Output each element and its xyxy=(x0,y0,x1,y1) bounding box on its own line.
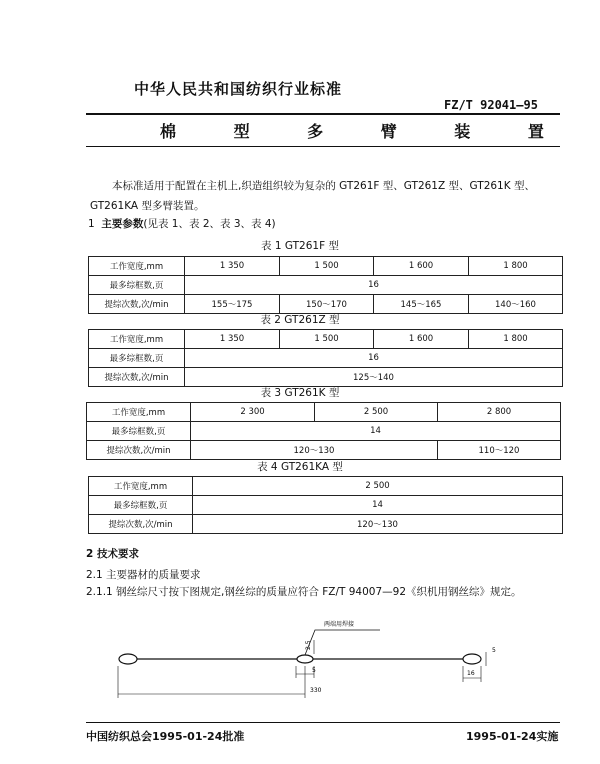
row-label: 提综次数,次/min xyxy=(89,515,193,534)
row-label: 最多综框数,页 xyxy=(89,276,185,295)
table-cell: 1 500 xyxy=(280,330,374,349)
dim-5-right: 5 xyxy=(492,647,496,654)
row-label: 最多综框数,页 xyxy=(89,496,193,515)
table-row xyxy=(89,515,563,534)
table-cell: 145～165 xyxy=(374,295,469,314)
table-cell: 1 600 xyxy=(374,257,469,276)
table-cell: 1 350 xyxy=(185,257,280,276)
table-row xyxy=(87,441,561,460)
left-end-loop xyxy=(119,654,137,664)
section-1-title: 主要参数 xyxy=(101,218,144,230)
dim-5-left: 5 xyxy=(312,667,316,674)
table-row xyxy=(89,349,563,368)
row-label: 工作宽度,mm xyxy=(89,330,185,349)
row-label: 工作宽度,mm xyxy=(87,403,191,422)
header-rule xyxy=(86,113,560,115)
dim-16: 16 xyxy=(467,670,475,677)
table-cell: 140～160 xyxy=(469,295,563,314)
table-cell: 1 800 xyxy=(469,330,563,349)
table-cell: 14 xyxy=(191,422,561,441)
section-2-heading: 2 技术要求 xyxy=(86,548,139,560)
table-1-caption: 表 1 GT261F 型 xyxy=(261,240,339,252)
section-1-note: (见表 1、表 2、表 3、表 4) xyxy=(143,218,276,230)
table-row xyxy=(89,477,563,496)
table-cell: 150～170 xyxy=(280,295,374,314)
table-row xyxy=(89,295,563,314)
row-label: 最多综框数,页 xyxy=(87,422,191,441)
table-row xyxy=(87,403,561,422)
table-cell: 2 500 xyxy=(193,477,563,496)
table-cell: 120～130 xyxy=(191,441,438,460)
table-row xyxy=(87,422,561,441)
table-row xyxy=(89,330,563,349)
table-cell: 16 xyxy=(185,349,563,368)
heddle-wire-diagram xyxy=(100,610,520,710)
right-end-loop xyxy=(463,654,481,664)
row-label: 工作宽度,mm xyxy=(89,257,185,276)
table-cell: 1 600 xyxy=(374,330,469,349)
table-cell: 1 350 xyxy=(185,330,280,349)
row-label: 工作宽度,mm xyxy=(89,477,193,496)
section-2-1-1-text: 2.1.1 钢丝综尺寸按下图规定,钢丝综的质量应符合 FZ/T 94007—92《织机用钢丝综》规定。 xyxy=(86,586,522,598)
table-cell: 1 800 xyxy=(469,257,563,276)
table-cell: 2 800 xyxy=(438,403,561,422)
table-row xyxy=(89,496,563,515)
middle-eye xyxy=(297,655,313,663)
dim-2-5: 2.5 xyxy=(305,640,312,650)
section-2-1-heading: 2.1 主要器材的质量要求 xyxy=(86,569,201,581)
table-row xyxy=(89,368,563,387)
document-title: 棉 型 多 臂 装 置 xyxy=(160,122,570,141)
table-cell: 1 500 xyxy=(280,257,374,276)
table-cell: 120～130 xyxy=(193,515,563,534)
table-2 xyxy=(88,329,563,387)
table-4-caption: 表 4 GT261KA 型 xyxy=(257,461,343,473)
table-cell: 2 300 xyxy=(191,403,315,422)
title-rule xyxy=(86,146,560,147)
table-cell: 110～120 xyxy=(438,441,561,460)
row-label: 提综次数,次/min xyxy=(87,441,191,460)
table-row xyxy=(89,257,563,276)
table-4 xyxy=(88,476,563,534)
dim-330: 330 xyxy=(310,687,322,694)
approval-note: 中国纺织总会1995-01-24批准 xyxy=(86,730,245,743)
table-3 xyxy=(86,402,561,460)
section-1-number: 1 xyxy=(88,218,95,230)
table-3-caption: 表 3 GT261K 型 xyxy=(260,387,340,399)
row-label: 提综次数,次/min xyxy=(89,368,185,387)
table-row xyxy=(89,276,563,295)
effective-date: 1995-01-24实施 xyxy=(466,730,559,743)
issuing-organization: 中华人民共和国纺织行业标准 xyxy=(134,80,343,98)
section-1-heading xyxy=(88,216,276,231)
row-label: 最多综框数,页 xyxy=(89,349,185,368)
weld-leader-line xyxy=(305,630,380,655)
intro-paragraph: 本标准适用于配置在主机上,织造组织较为复杂的 GT261F 型、GT261Z 型、GT261K 型、GT261KA 型多臂装置。 xyxy=(90,180,535,212)
table-cell: 125～140 xyxy=(185,368,563,387)
table-cell: 16 xyxy=(185,276,563,295)
footer-rule xyxy=(86,722,560,723)
table-1 xyxy=(88,256,563,314)
standard-number: FZ/T 92041—95 xyxy=(444,98,538,112)
table-cell: 155～175 xyxy=(185,295,280,314)
table-cell: 2 500 xyxy=(315,403,438,422)
table-cell: 14 xyxy=(193,496,563,515)
row-label: 提综次数,次/min xyxy=(89,295,185,314)
weld-label: 两端用焊接 xyxy=(324,621,355,628)
table-2-caption: 表 2 GT261Z 型 xyxy=(260,314,340,326)
